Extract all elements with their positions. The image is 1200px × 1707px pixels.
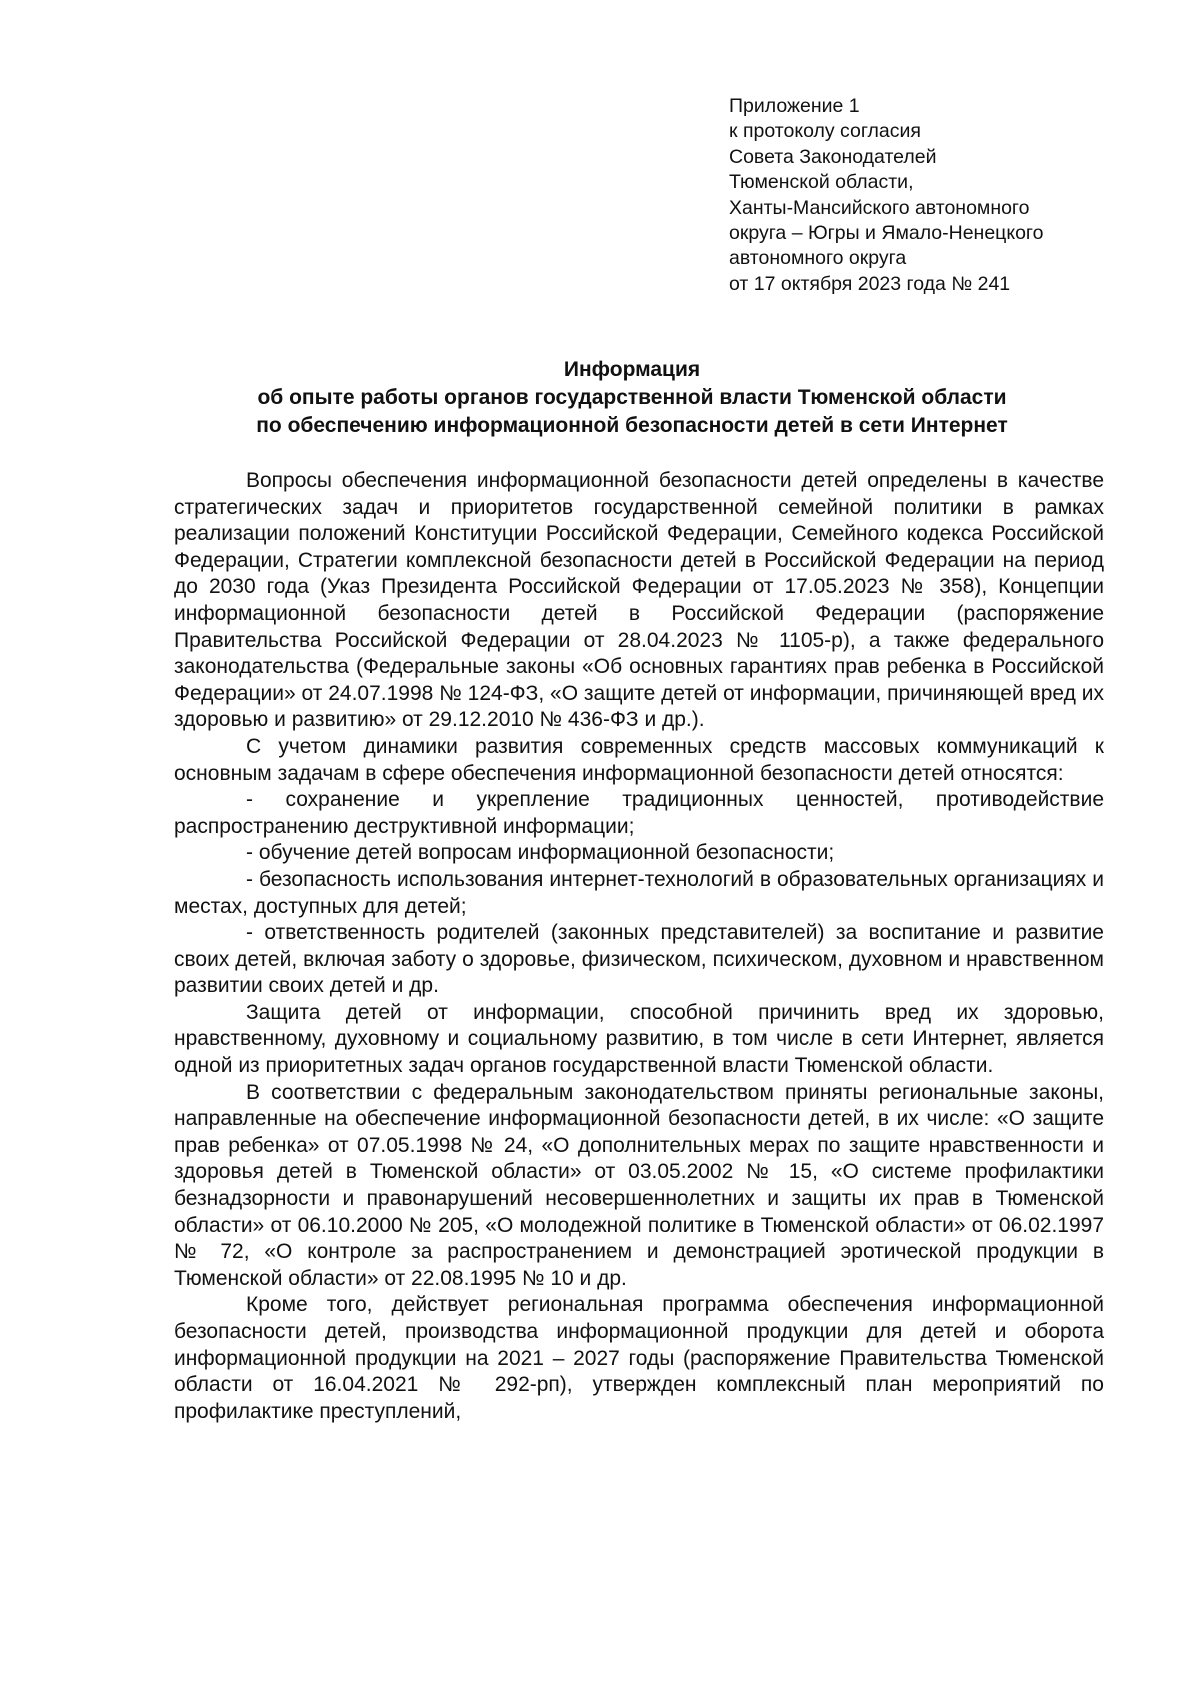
- list-item: - безопасность использования интернет-технологий в образовательных организациях и местах, доступных для детей;: [174, 867, 1104, 918]
- document-body: [174, 468, 1104, 1425]
- list-item: - ответственность родителей (законных представителей) за воспитание и развитие своих детей, включая заботу о здоровье, физическом, психическом, духовном и нравственном развитии своих детей и др.: [174, 921, 1104, 998]
- appendix-line: автономного округа: [729, 247, 907, 270]
- appendix-line: Совета Законодателей: [729, 145, 937, 168]
- list-item: - обучение детей вопросам информационной безопасности;: [246, 841, 835, 865]
- appendix-line: Ханты-Мансийского автономного: [729, 196, 1030, 219]
- appendix-line: к протоколу согласия: [729, 120, 921, 143]
- list-item: - сохранение и укрепление традиционных ценностей, противодействие распространению деструктивной информации;: [174, 788, 1104, 838]
- appendix-line: от 17 октября 2023 года № 241: [729, 272, 1011, 295]
- title-line: Информация: [563, 358, 701, 381]
- document-title: [160, 356, 1104, 440]
- paragraph: С учетом динамики развития современных средств массовых коммуникаций к основным задачам в сфере обеспечения информационной безопасности детей относятся:: [174, 734, 1104, 785]
- appendix-note: [729, 94, 1149, 297]
- title-line: об опыте работы органов государственной власти Тюменской области: [257, 386, 1007, 409]
- appendix-line: Тюменской области,: [729, 171, 914, 194]
- paragraph: Защита детей от информации, способной причинить вред их здоровью, нравственному, духовному и социальному развитию, в том числе в сети Интернет, является одной из приоритетных задач органов государственной власти Тюменской области.: [174, 1000, 1104, 1078]
- paragraph: В соответствии с федеральным законодательством приняты региональные законы, направленные на обеспечение информационной безопасности детей, в их числе: «О защите прав ребенка» от 07.05.1998 № 24, «О дополнительных мерах по защите нравственности и здоровья детей в Тюменской области» от 03.05.2002 № 15, «О системе профилактики безнадзорности и правонарушений несовершеннолетних и защиты их прав в Тюменской области» от 06.10.2000 № 205, «О молодежной политике в Тюменской области» от 06.02.1997 № 72, «О контроле за распространением и демонстрацией эротической продукции в Тюменской области» от 22.08.1995 № 10 и др.: [174, 1080, 1104, 1290]
- paragraph: Вопросы обеспечения информационной безопасности детей определены в качестве стратегических задач и приоритетов государственной семейной политики в рамках реализации положений Конституции Российской Федерации, Семейного кодекса Российской Федерации, Стратегии комплексной безопасности детей в Российской Федерации на период до 2030 года (Указ Президента Российской Федерации от 17.05.2023 № 358), Концепции информационной безопасности детей в Российской Федерации (распоряжение Правительства Российской Федерации от 28.04.2023 № 1105-р), а также федерального законодательства (Федеральные законы «Об основных гарантиях прав ребенка в Российской Федерации» от 24.07.1998 № 124-ФЗ, «О защите детей от информации, причиняющей вред их здоровью и развитию» от 29.12.2010 № 436-ФЗ и др.).: [174, 469, 1104, 732]
- paragraph: Кроме того, действует региональная программа обеспечения информационной безопасности детей, производства информационной продукции для детей и оборота информационной продукции на 2021 – 2027 годы (распоряжение Правительства Тюменской области от 16.04.2021 № 292-рп), утвержден комплексный план мероприятий по профилактике преступлений,: [174, 1293, 1104, 1423]
- appendix-line: округа – Югры и Ямало-Ненецкого: [729, 222, 1044, 245]
- appendix-line: Приложение 1: [729, 95, 860, 117]
- title-line: по обеспечению информационной безопасности детей в сети Интернет: [256, 414, 1008, 437]
